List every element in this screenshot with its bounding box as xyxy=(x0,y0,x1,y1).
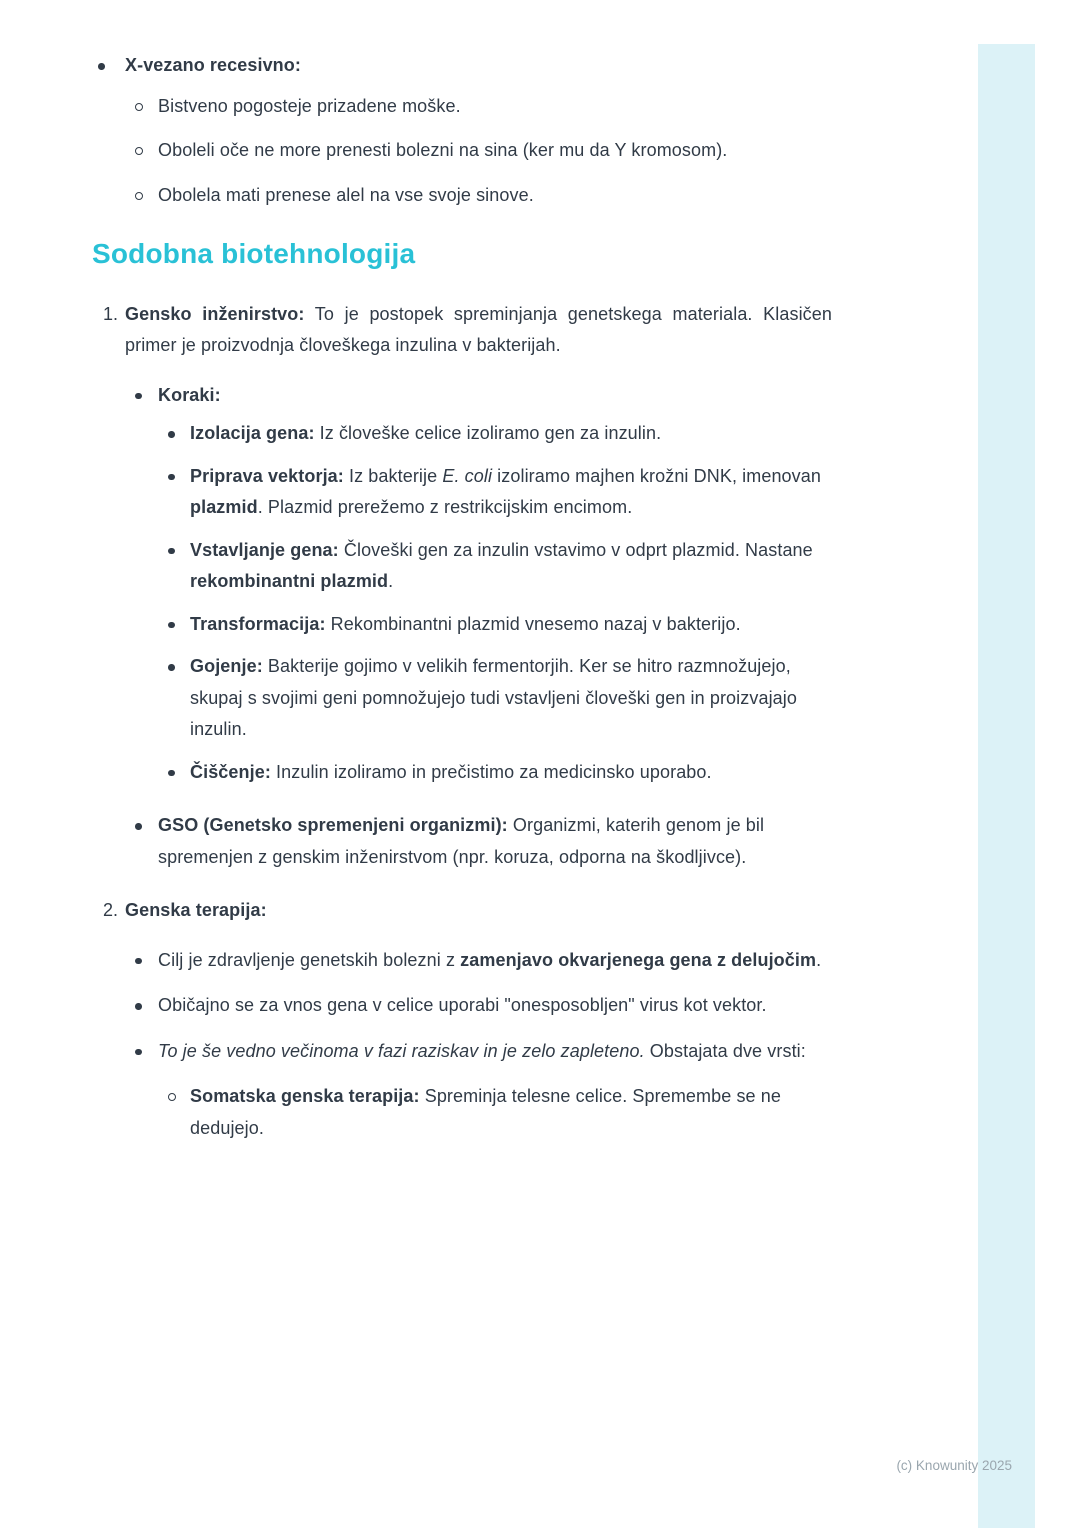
hollow-bullet-icon xyxy=(135,103,143,111)
page-content xyxy=(92,50,832,1144)
list-item xyxy=(92,757,832,789)
bullet-icon xyxy=(168,431,175,438)
section-heading: Sodobna biotehnologija xyxy=(92,238,416,269)
bullet-icon xyxy=(135,1049,142,1056)
bullet-marker xyxy=(168,461,190,481)
bullet-icon xyxy=(98,63,105,70)
item-number: 1. xyxy=(103,303,119,324)
side-strip xyxy=(978,44,1035,1528)
bullet-marker xyxy=(135,990,158,1010)
bullet-icon xyxy=(135,823,142,830)
bullet-marker xyxy=(168,651,190,671)
list-item-text: Koraki: xyxy=(158,384,221,405)
bullet-marker xyxy=(135,180,158,200)
list-item xyxy=(92,651,832,746)
list-item-text: Gojenje: Bakterije gojimo v velikih fermentorjih. Ker se hitro razmnožujejo, skupaj s svojimi geni pomnožujejo tudi vstavljeni človeški gen in proizvajajo inzulin. xyxy=(190,656,797,740)
list-item-text: Čiščenje: Inzulin izoliramo in prečistimo za medicinsko uporabo. xyxy=(190,761,712,782)
list-item xyxy=(92,1081,832,1144)
list-item xyxy=(92,990,832,1022)
bullet-icon xyxy=(168,474,175,481)
list-item xyxy=(92,180,832,212)
numbered-item-text: Genska terapija: xyxy=(125,900,267,921)
list-item-text: To je še vedno večinoma v fazi raziskav in je zelo zapleteno. Obstajata dve vrsti: xyxy=(158,1040,806,1061)
list-item xyxy=(92,380,832,412)
item-number: 2. xyxy=(103,900,119,921)
bullet-marker xyxy=(168,1081,190,1101)
watermark: (c) Knowunity 2025 xyxy=(896,1458,1012,1473)
list-item-text: Bistveno pogosteje prizadene moške. xyxy=(158,95,461,116)
list-item-text: Oboleli oče ne more prenesti bolezni na sina (ker mu da Y kromosom). xyxy=(158,140,728,160)
numbered-item xyxy=(92,895,832,927)
list-item-text: Vstavljanje gena: Človeški gen za inzulin vstavimo v odprt plazmid. Nastane rekombinantni plazmid. xyxy=(190,539,813,592)
bullet-marker xyxy=(168,535,190,555)
list-item-text: Cilj je zdravljenje genetskih bolezni z zamenjavo okvarjenega gena z delujočim. xyxy=(158,949,822,970)
bullet-marker xyxy=(168,418,190,438)
list-item-text: Izolacija gena: Iz človeške celice izoliramo gen za inzulin. xyxy=(190,423,662,444)
list-item-text: GSO (Genetsko spremenjeni organizmi): Organizmi, katerih genom je bil spremenjen z genskim inženirstvom (npr. koruza, odporna na škodljivce). xyxy=(158,815,765,867)
bullet-icon xyxy=(135,393,142,400)
bullet-marker xyxy=(168,757,190,777)
bullet-marker xyxy=(135,945,158,965)
bullet-marker xyxy=(135,91,158,111)
bullet-icon xyxy=(135,958,142,965)
list-item xyxy=(92,418,832,450)
list-item-text: Transformacija: Rekombinantni plazmid vnesemo nazaj v bakterijo. xyxy=(190,613,741,634)
list-item xyxy=(92,609,832,641)
bullet-icon xyxy=(135,1003,142,1010)
bullet-marker xyxy=(98,50,125,70)
list-item xyxy=(92,810,832,873)
list-item xyxy=(92,945,832,977)
list-item-text: Priprava vektorja: Iz bakterije E. coli izoliramo majhen krožni DNK, imenovan plazmid. Plazmid prerežemo z restrikcijskim encimom. xyxy=(190,465,821,518)
list-item-text: X-vezano recesivno: xyxy=(125,55,301,75)
bullet-marker xyxy=(135,810,158,830)
numbered-item-text: Gensko inženirstvo: To je postopek spreminjanja genetskega materiala. Klasičen primer je proizvodnja človeškega inzulina v bakterijah. xyxy=(125,303,832,356)
numbered-item xyxy=(92,299,832,362)
hollow-bullet-icon xyxy=(135,192,143,200)
list-item-text: Običajno se za vnos gena v celice uporabi "onesposobljen" virus kot vektor. xyxy=(158,995,767,1016)
bullet-icon xyxy=(168,664,175,671)
bullet-icon xyxy=(168,770,175,777)
list-item-text: Somatska genska terapija: Spreminja telesne celice. Spremembe se ne dedujejo. xyxy=(190,1086,781,1138)
bullet-marker xyxy=(135,1036,158,1056)
list-item xyxy=(92,135,832,167)
list-item-text: Obolela mati prenese alel na vse svoje sinove. xyxy=(158,184,534,205)
list-item xyxy=(92,535,832,598)
hollow-bullet-icon xyxy=(168,1093,176,1101)
bullet-marker xyxy=(135,135,158,155)
bullet-marker xyxy=(135,380,158,400)
list-item xyxy=(92,1036,832,1068)
bullet-icon xyxy=(168,622,175,629)
list-item xyxy=(92,91,832,123)
bullet-icon xyxy=(168,548,175,555)
hollow-bullet-icon xyxy=(135,147,143,155)
list-item xyxy=(92,461,832,524)
list-item xyxy=(92,50,832,82)
bullet-marker xyxy=(168,609,190,629)
